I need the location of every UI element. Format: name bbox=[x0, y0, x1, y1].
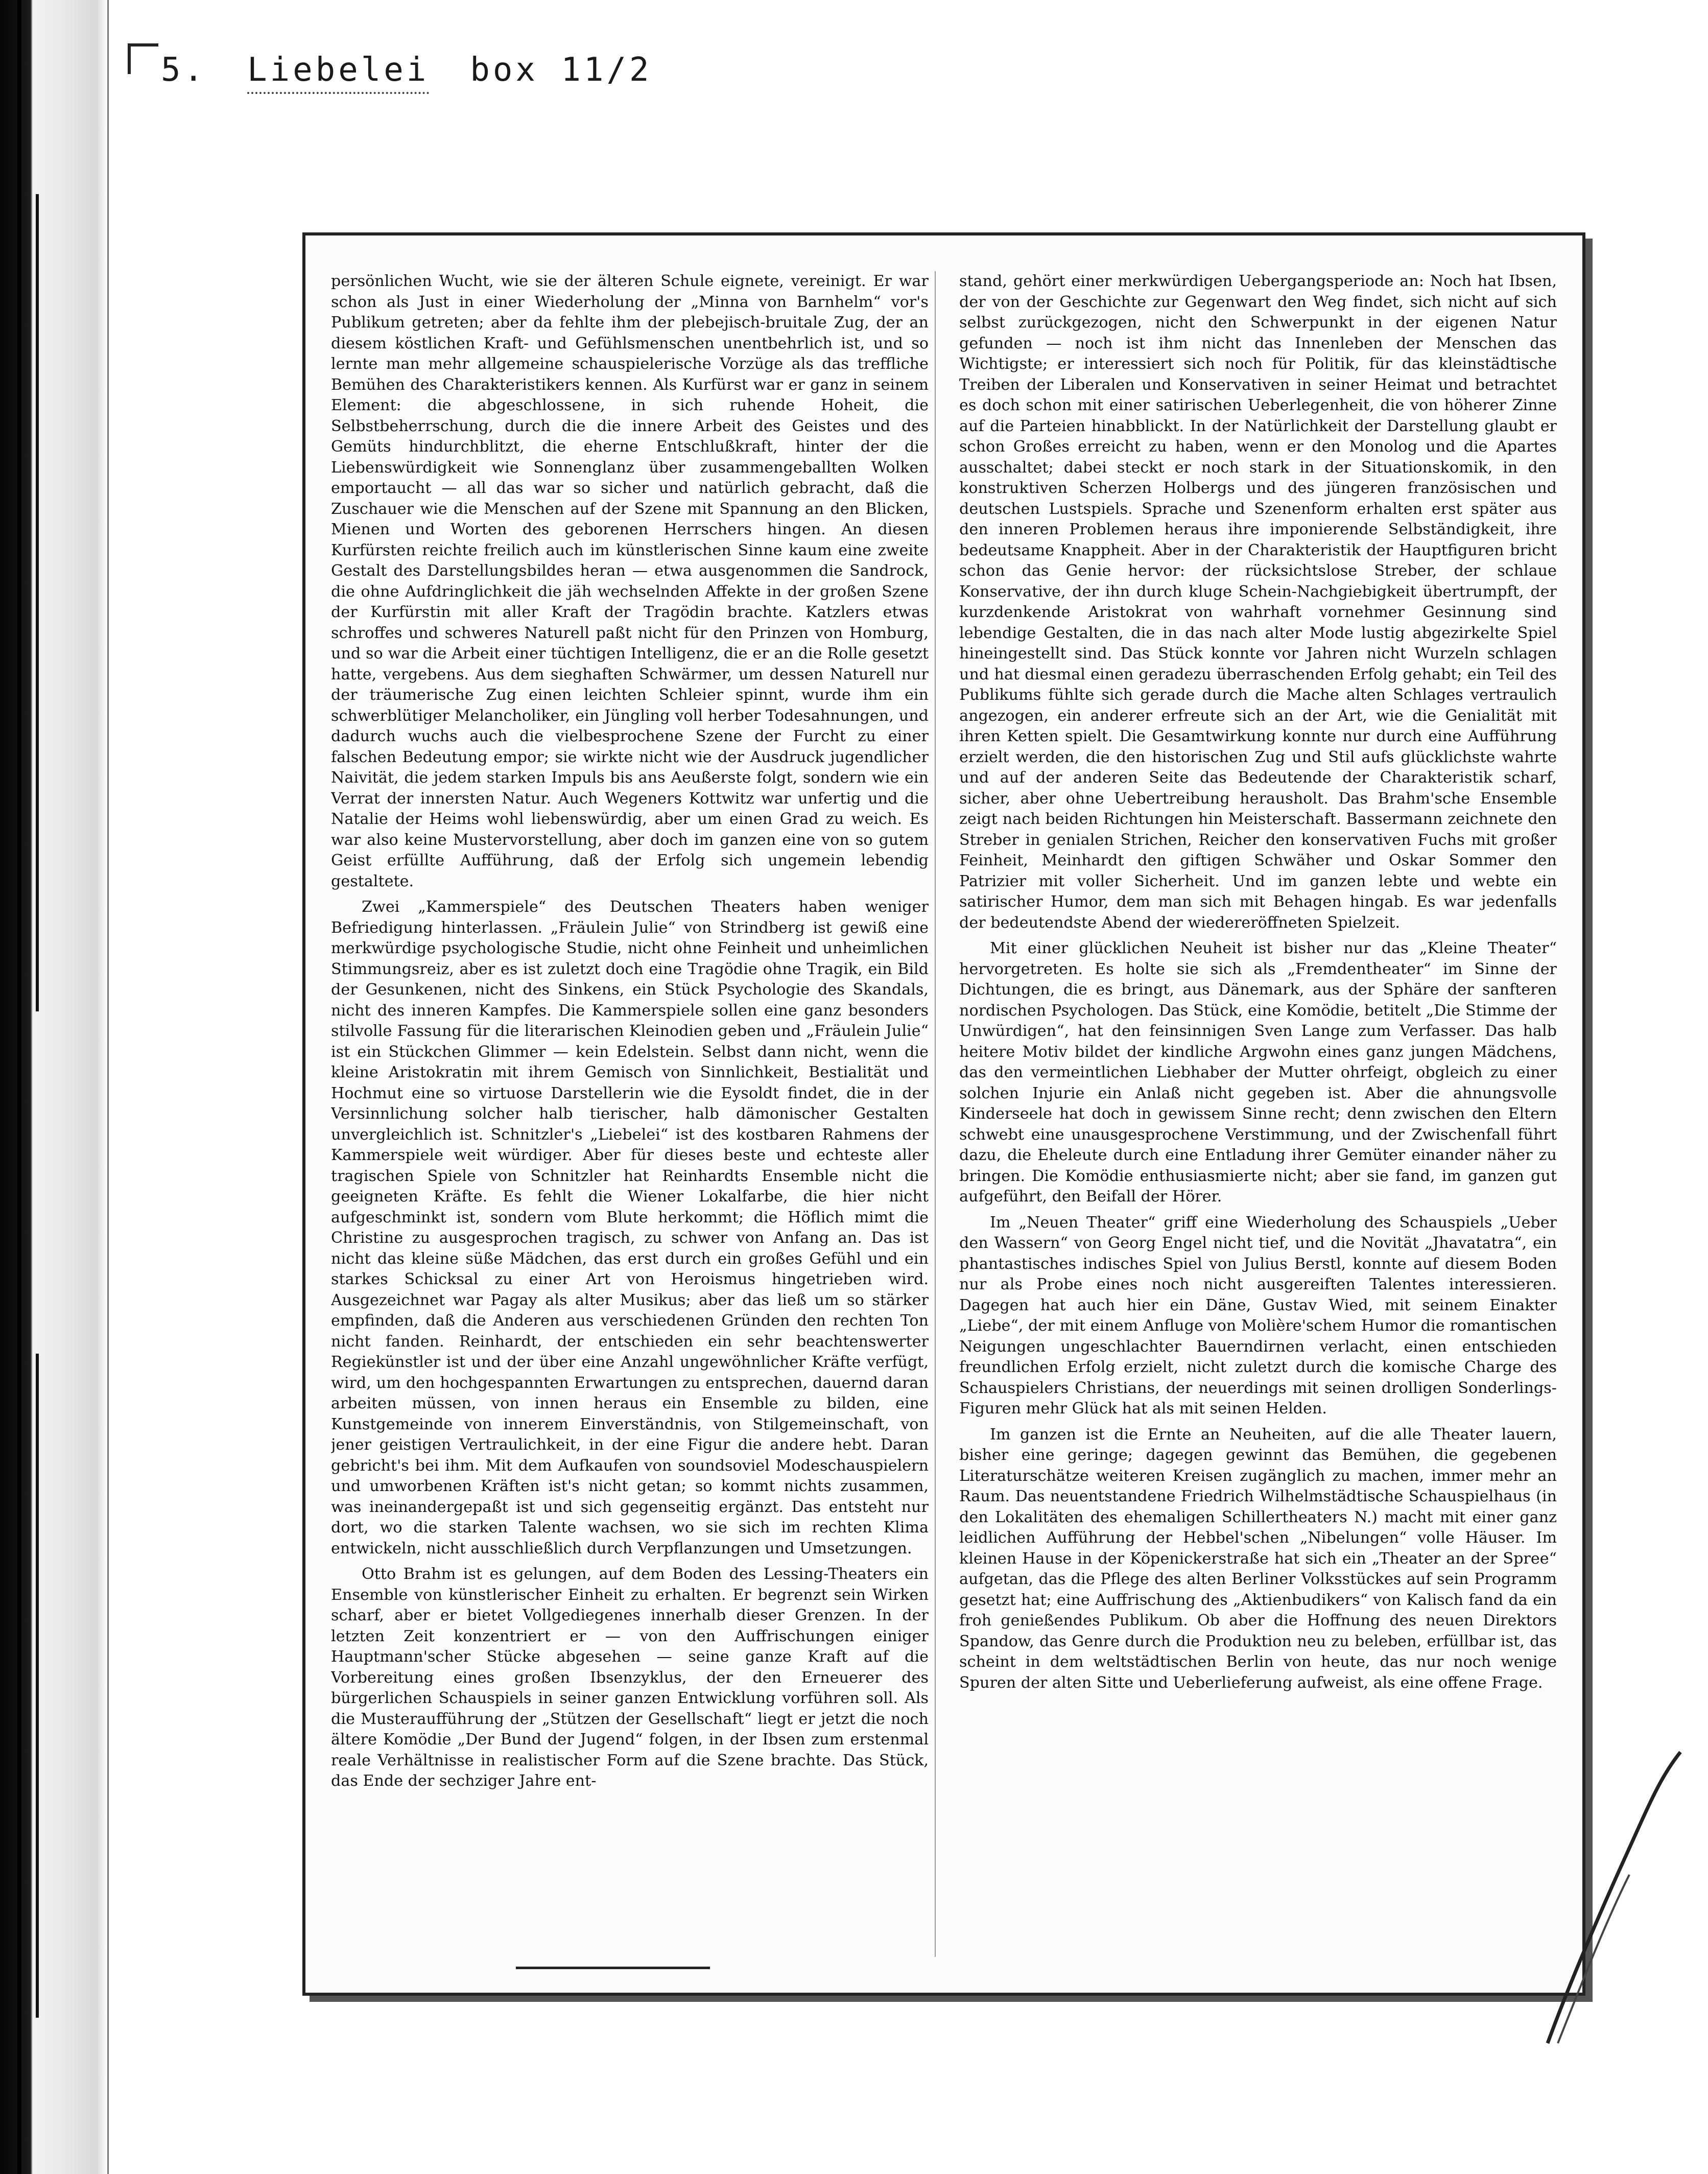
scan-left-edge bbox=[0, 0, 107, 2174]
paragraph: Mit einer glücklichen Neuheit ist bisher nur das „Kleine Theater“ hervorgetreten. Es holte sie sich als „Fremdentheater“ im Sinne der Dichtungen, die es bringt, aus Dänemark, aus der Sphäre der sanfteren nordischen Psychologen. Das Stück, eine Komödie, betitelt „Die Stimme der Unwürdigen“, hat den feinsinnigen Sven Lange zum Verfasser. Das halb heitere Motiv bildet der kindliche Argwohn eines ganz jungen Mädchens, das den vermeintlichen Liebhaber der Mutter ohrfeigt, obgleich zu einer solchen Injurie ein Anlaß nicht gegeben ist. Aber die ahnungsvolle Kinderseele hat doch in gewissem Sinne recht; denn zwischen den Eltern schwebt eine unausgesprochene Verstimmung, und der Zwischenfall führt dazu, die Eheleute durch eine Entladung ihrer Gemüter einander näher zu bringen. Die Komödie enthusiasmierte nicht; aber sie fand, im ganzen gut aufgeführt, den Beifall der Hörer. bbox=[959, 939, 1557, 1206]
right-column bbox=[959, 271, 1557, 1947]
paragraph: persönlichen Wucht, wie sie der älteren Schule eignete, vereinigt. Er war schon als Just in einer Wiederholung der „Minna von Barnhelm“ vor's Publikum getreten; aber da fehlte ihm der plebejisch-bruitale Zug, der an diesem köstlichen Kraft- und Gefühlsmenschen unentbehrlich ist, und so lernte man mehr allgemeine schauspielerische Vorzüge als das treffliche Bemühen des Charakteristikers kennen. Als Kurfürst war er ganz in seinem Element: die abgeschlossene, in sich ruhende Hoheit, die Selbstbeherrschung, durch die die innere Arbeit des Geistes und des Gemüts hindurchblitzt, die eherne Entschlußkraft, hinter der die Liebenswürdigkeit wie Sonnenglanz über zusammengeballten Wolken emportaucht — all das war so sicher und natürlich gebracht, daß die Zuschauer wie die Menschen auf der Szene mit Spannung an den Blicken, Mienen und Worten des geborenen Herrschers hingen. An diesen Kurfürsten reichte freilich auch im künstlerischen Sinne kaum eine zweite Gestalt des Darstellungsbildes heran — etwa ausgenommen die Sandrock, die ohne Aufdringlichkeit die jäh wechselnden Affekte in der großen Szene der Kurfürstin mit aller Kraft der Tragödin brachte. Katzlers etwas schroffes und schweres Naturell paßt nicht für den Prinzen von Homburg, und so war die Arbeit einer tüchtigen Intelligenz, die er an die Rolle gesetzt hatte, vergebens. Aus dem sieghaften Schwärmer, um dessen Naturell nur der träumerische Zug einen leichten Schleier spinnt, wurde ihm ein schwerblütiger Melancholiker, ein Jüngling voll herber Todesahnungen, und dadurch wuchs auch die vielbesprochene Szene der Furcht zu einer falschen Bedeutung empor; sie wirkte nicht wie der Ausdruck jugendlicher Naivität, die jedem starken Impuls bis ans Aeußerste folgt, sondern wie ein Verrat der innersten Natur. Auch Wegeners Kottwitz war unfertig und die Natalie der Heims wohl liebenswürdig, aber um einen Grad zu weich. Es war also keine Mustervorstellung, aber doch im ganzen eine von so gutem Geist erfüllte Aufführung, daß der Erfolg sich ungemein lebendig gestaltete. bbox=[331, 272, 929, 890]
scan-edge-mark bbox=[36, 194, 39, 1011]
corner-mark bbox=[128, 43, 158, 46]
paragraph: Im „Neuen Theater“ griff eine Wiederholung des Schauspiels „Ueber den Wassern“ von Georg Engel nicht tief, und die Novität „Jhavatatra“, ein phantastisches indisches Spiel von Julius Berstl, konnte auf diesem Boden nur als Probe eines noch nicht ausgereiften Talentes interessieren. Dagegen hat auch hier ein Däne, Gustav Wied, mit seinem Einakter „Liebe“, der mit einem Anfluge von Molière'schem Humor die romantischen Neigungen ungeschlachter Bauerndirnen verlacht, einen entschieden freundlichen Erfolg erzielt, nicht zuletzt durch die komische Charge des Schauspielers Christians, der neuerdings mit seinen drolligen Sonderlings-Figuren mehr Glück hat als mit seinen Helden. bbox=[959, 1213, 1557, 1417]
header-box: box 11/2 bbox=[470, 51, 652, 89]
article-columns bbox=[331, 271, 1557, 1947]
archive-header bbox=[161, 51, 652, 94]
header-number: 5. bbox=[161, 51, 207, 89]
header-title: Liebelei bbox=[247, 51, 429, 94]
scan-edge-mark bbox=[17, 0, 21, 2174]
page-fold-line bbox=[107, 0, 109, 2174]
paragraph: Zwei „Kammerspiele“ des Deutschen Theaters haben weniger Befriedigung hinterlassen. „Fräulein Julie“ von Strindberg ist gewiß eine merkwürdige psychologische Studie, nicht ohne Feinheit und unheimlichen Stimmungsreiz, aber es ist zuletzt doch eine Tragödie ohne Tragik, ein Bild der Gesunkenen, nicht des Sinkens, ein Stück Psychologie des Skandals, nicht des inneren Kampfes. Die Kammerspiele sollen eine ganz besonders stilvolle Fassung für die literarischen Kleinodien geben und „Fräulein Julie“ ist ein Stückchen Glimmer — kein Edelstein. Selbst dann nicht, wenn die kleine Aristokratin mit ihrem Gemisch von Sinnlichkeit, Bestialität und Hochmut eine so virtuose Darstellerin wie die Eysoldt findet, die in der Versinnlichung solcher halb tierischer, halb dämonischer Gestalten unvergleichlich ist. Schnitzler's „Liebelei“ ist des kostbaren Rahmens der Kammerspiele weit würdiger. Aber für dieses beste und echteste aller tragischen Spiele von Schnitzler hat Reinhardts Ensemble nicht die geeigneten Kräfte. Es fehlt die Wiener Lokalfarbe, die hier nicht aufgeschminkt ist, sondern vom Blute herkommt; die Höflich mimt die Christine zu ausgesprochen tragisch, zu schwer von Anfang an. Das ist nicht das kleine süße Mädchen, das erst durch ein großes Gefühl und ein starkes Schicksal zu einer Art von Heroismus hingetrieben wird. Ausgezeichnet war Pagay als alter Musikus; aber das ließ um so stärker empfinden, daß die Anderen aus verschiedenen Gründen den rechten Ton nicht fanden. Reinhardt, der entschieden ein sehr beachtenswerter Regiekünstler ist und der über eine Anzahl ungewöhnlicher Kräfte verfügt, wird, um den hochgespannten Erwartungen zu entsprechen, dauernd daran arbeiten müssen, von innen heraus ein Ensemble zu bilden, eine Kunstgemeinde von innerem Einverständnis, von Stilgemeinschaft, von jener geistigen Vertraulichkeit, in der eine Figur die andere hebt. Daran gebricht's bei ihm. Mit dem Aufkaufen von soundsoviel Modeschauspielern und umworbenen Kräften ist's nicht getan; so kommt nichts zusammen, was ineinandergepaßt ist und sich gegenseitig ergänzt. Das entsteht nur dort, wo die starken Talente wachsen, wo sie sich im rechten Klima entwickeln, nicht ausschließlich durch Verpflanzungen und Umsetzungen. bbox=[331, 898, 929, 1557]
newspaper-clipping bbox=[302, 232, 1585, 1996]
left-column bbox=[331, 271, 929, 1947]
scan-edge-mark bbox=[36, 1354, 39, 2018]
paragraph: Im ganzen ist die Ernte an Neuheiten, auf die alle Theater lauern, bisher eine geringe; dagegen gewinnt das Bemühen, die gegebenen Literaturschätze weiteren Kreisen zugänglich zu machen, immer mehr an Raum. Das neuentstandene Friedrich Wilhelmstädtische Schauspielhaus (in den Lokalitäten des ehemaligen Schillertheaters N.) macht mit einer ganz leidlichen Aufführung der Hebbel'schen „Nibelungen“ volle Häuser. Im kleinen Hause in der Köpenickerstraße hat sich ein „Theater an der Spree“ aufgetan, das die Pflege des alten Berliner Volksstückes auf sein Programm gesetzt hat; eine Auffrischung des „Aktienbudikers“ von Kalisch fand da ein froh genießendes Publikum. Ob aber die Hoffnung des neuen Direktors Spandow, das Genre durch die Produktion neu zu beleben, erfüllbar ist, das scheint in dem weltstädtischen Berlin von heute, das nur noch wenige Spuren der alten Sitte und Ueberlieferung aufweist, als eine offene Frage. bbox=[959, 1425, 1557, 1692]
article-end-rule bbox=[516, 1967, 710, 1969]
column-divider bbox=[935, 271, 936, 1957]
paragraph: Otto Brahm ist es gelungen, auf dem Boden des Lessing-Theaters ein Ensemble von künstlerischer Einheit zu erhalten. Er begrenzt sein Wirken scharf, aber er bietet Vollgediegenes innerhalb dieser Grenzen. In der letzten Zeit konzentriert er — von den Auffrischungen einiger Hauptmann'scher Stücke abgesehen — seine ganze Kraft auf die Vorbereitung eines großen Ibsenzyklus, der den Erneuerer des bürgerlichen Schauspiels in seiner ganzen Entwicklung vorführen soll. Als die Musteraufführung der „Stützen der Gesellschaft“ liegt er jetzt die noch ältere Komödie „Der Bund der Jugend“ folgen, in der Ibsen zum erstenmal reale Verhältnisse in realistischer Form auf die Szene brachte. Das Stück, das Ende der sechziger Jahre ent- bbox=[331, 1565, 929, 1790]
paragraph: stand, gehört einer merkwürdigen Uebergangsperiode an: Noch hat Ibsen, der von der Geschichte zur Gegenwart den Weg findet, sich nicht auf sich selbst zurückgezogen, nicht den Schwerpunkt in der eigenen Natur gefunden — noch ist ihm nicht das Innenleben der Menschen das Wichtigste; er interessiert sich noch für Politik, für das kleinstädtische Treiben der Liberalen und Konservativen in seiner Heimat und betrachtet es doch schon mit einer satirischen Ueberlegenheit, die von höherer Zinne auf die Parteien hinabblickt. In der Natürlichkeit der Darstellung glaubt er schon Großes erreicht zu haben, wenn er den Monolog und die Apartes ausschaltet; dabei steckt er noch stark in der Situationskomik, in den konstruktiven Scherzen Holbergs und des jüngeren französischen und deutschen Lustspiels. Sprache und Szenenform erhalten erst später aus den inneren Problemen heraus ihre imponierende Selbständigkeit, ihre bedeutsame Knappheit. Aber in der Charakteristik der Hauptfiguren bricht schon das Genie hervor: der rücksichtslose Streber, der schlaue Konservative, der ihn durch kluge Schein-Nachgiebigkeit übertrumpft, der kurzdenkende Aristokrat von wahrhaft vornehmer Gesinnung sind lebendige Gestalten, die in das nach alter Mode lustig abgezirkelte Spiel hineingestellt sind. Das Stück konnte vor Jahren nicht Wurzeln schlagen und hat diesmal einen geradezu überraschenden Erfolg gehabt; ein Teil des Publikums fühlte sich gerade durch die Mache alten Schlages vertraulich angezogen, ein anderer erfreute sich an der Art, wie die Genialität mit ihren Ketten spielt. Die Gesamtwirkung konnte nur durch eine Aufführung erzielt werden, die den historischen Zug und Stil aufs glücklichste wahrte und auf der anderen Seite das Bedeutende der Charakteristik scharf, sicher, aber ohne Uebertreibung herausholt. Das Brahm'sche Ensemble zeigt nach beiden Richtungen hin Meisterschaft. Bassermann zeichnete den Streber in genialen Strichen, Reicher den konservativen Fuchs mit großer Feinheit, Meinhardt den giftigen Schwäher und Oskar Sommer den Patrizier mit voller Sicherheit. Und im ganzen lebte und webte ein satirischer Humor, dem man sich mit Behagen hingab. Es war jedenfalls der bedeutendste Abend der wiedereröffneten Spielzeit. bbox=[959, 272, 1557, 932]
pen-stroke-mark bbox=[1537, 1747, 1691, 2053]
corner-mark bbox=[128, 43, 131, 74]
